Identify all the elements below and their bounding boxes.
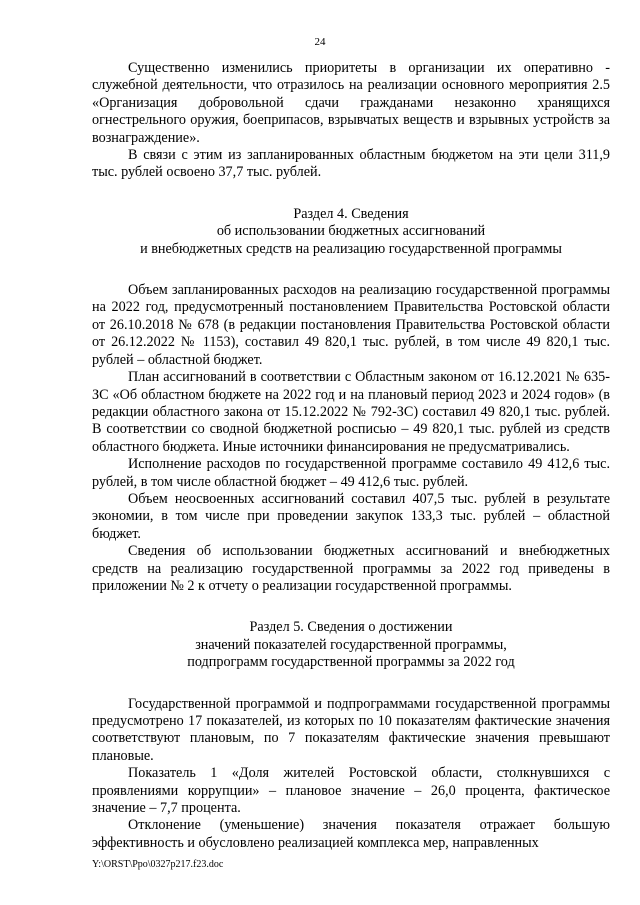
- paragraph: Существенно изменились приоритеты в организации их оперативно - служебной деятельности, что отразилось на реализации основного мероприятия 2.5 «Организация добровольной сдачи гражданами незаконно хранящихся огнестрельного оружия, боеприпасов, взрывчатых веществ и взрывных устройств за вознаграждение».: [92, 60, 610, 146]
- section-title-line: Раздел 4. Сведения: [293, 205, 409, 222]
- footer-file-path: Y:\ORST\Ppo\0327p217.f23.doc: [92, 859, 224, 870]
- paragraph: Объем неосвоенных ассигнований составил 407,5 тыс. рублей в результате экономии, в том числе при проведении закупок 133,3 тыс. рублей – областной бюджет.: [92, 490, 610, 542]
- page-number: 24: [314, 36, 326, 48]
- section-title-line: Раздел 5. Сведения о достижении: [249, 619, 453, 636]
- paragraph: Объем запланированных расходов на реализацию государственной программы на 2022 год, предусмотренный постановлением Правительства Ростовской области от 26.10.2018 № 678 (в редакции постановления Правительства Ростовской области от 26.12.2022 № 1153), составил 49 820,1 тыс. рублей, в том числе 49 820,1 тыс. рублей – областной бюджет.: [92, 282, 610, 368]
- document-body: [92, 60, 610, 852]
- paragraph: Показатель 1 «Доля жителей Ростовской области, столкнувшихся с проявлениями коррупции» – плановое значение – 26,0 процента, фактическое значение – 7,7 процента.: [92, 765, 610, 817]
- section-title-line: об использовании бюджетных ассигнований: [216, 223, 486, 240]
- paragraph: В связи с этим из запланированных областным бюджетом на эти цели 311,9 тыс. рублей освоено 37,7 тыс. рублей.: [92, 147, 610, 181]
- paragraph: Отклонение (уменьшение) значения показателя отражает большую эффективность и обусловлено реализацией комплекса мер, направленных: [92, 817, 610, 851]
- paragraph: Государственной программой и подпрограммами государственной программы предусмотрено 17 показателей, из которых по 10 показателям фактические значения соответствуют плановым, по 7 показателям фактические значения превышают плановые.: [92, 695, 610, 764]
- paragraph: Исполнение расходов по государственной программе составило 49 412,6 тыс. рублей, в том числе областной бюджет – 49 412,6 тыс. рублей.: [92, 456, 610, 490]
- paragraph: План ассигнований в соответствии с Областным законом от 16.12.2021 № 635-ЗС «Об областном бюджете на 2022 год и на плановый период 2023 и 2024 годов» (в редакции областного закона от 15.12.2022 № 792-ЗС) составил 49 820,1 тыс. рублей. В соответствии со сводной бюджетной росписью – 49 820,1 тыс. рублей из средств областного бюджета. Иные источники финансирования не предусматривались.: [92, 369, 610, 455]
- paragraph: Сведения об использовании бюджетных ассигнований и внебюджетных средств на реализацию государственной программы за 2022 год приведены в приложении № 2 к отчету о реализации государственной программы.: [92, 543, 610, 594]
- section-title-line: значений показателей государственной программы,: [195, 636, 507, 653]
- section-title-line: подпрограмм государственной программы за 2022 год: [187, 654, 515, 671]
- section-5-heading: [92, 619, 610, 671]
- section-title-line: и внебюджетных средств на реализацию государственной программы: [140, 240, 562, 257]
- section-4-heading: [92, 206, 610, 258]
